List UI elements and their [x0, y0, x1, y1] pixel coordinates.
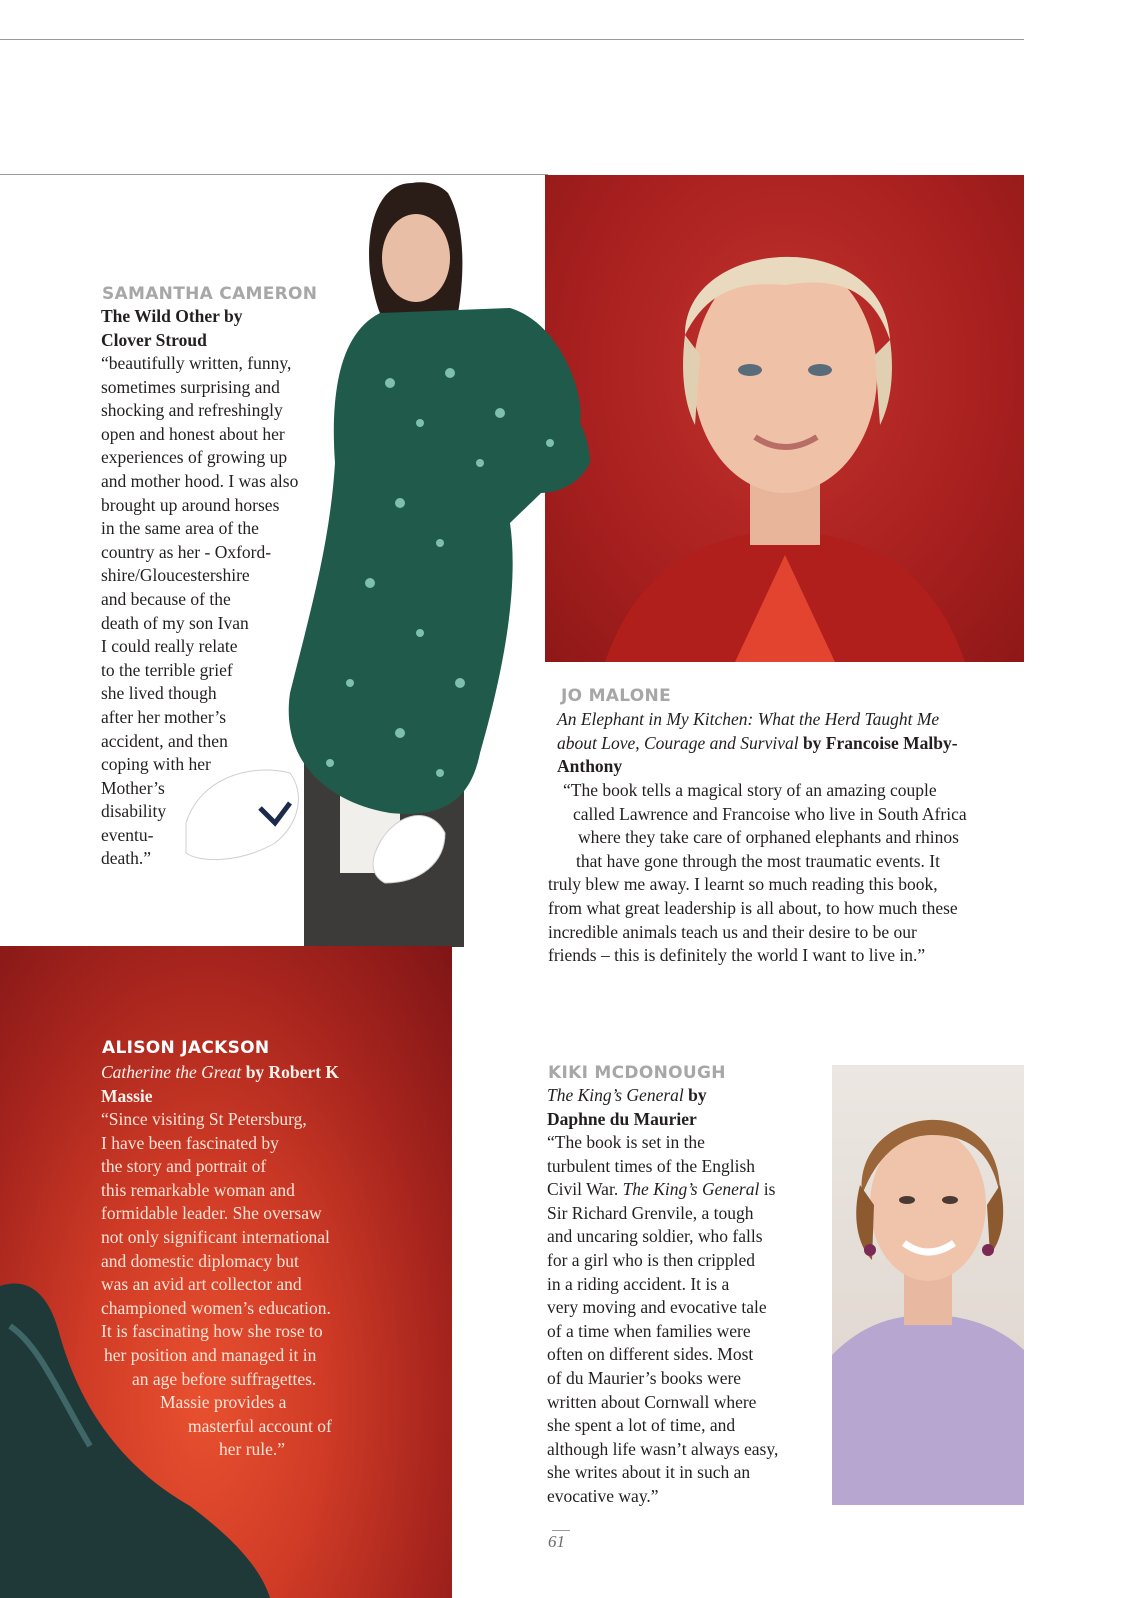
samantha-quote-line: I could really relate: [101, 636, 238, 657]
jo-malone-quote: [548, 779, 967, 968]
alison-jackson-quote-line: masterful account of: [188, 1415, 332, 1436]
samantha-quote-line: sometimes surprising and: [101, 376, 280, 397]
samantha-book-credit: [101, 305, 243, 352]
page-number: 61: [548, 1532, 565, 1551]
kiki-mcdonough-quote-line: is: [759, 1179, 776, 1200]
alison-jackson-quote: [101, 1108, 332, 1462]
kiki-mcdonough-quote-title: The King’s General: [622, 1179, 760, 1200]
jo-malone-book-credit: [557, 708, 958, 779]
jo-malone-quote-line: incredible animals teach us and their desire to be our: [548, 921, 917, 942]
alison-jackson-title: Catherine the Great: [101, 1062, 242, 1082]
samantha-quote-line: and because of the: [101, 588, 231, 609]
alison-jackson-book-credit: [101, 1061, 339, 1108]
alison-jackson-quote-line: an age before suffragettes.: [132, 1368, 317, 1389]
alison-jackson-quote-line: not only significant international: [101, 1226, 330, 1247]
page-number-rule: [552, 1530, 570, 1531]
kiki-mcdonough-name: KIKI MCDONOUGH: [548, 1063, 726, 1083]
jo-malone-quote-line: truly blew me away. I learnt so much reading this book,: [548, 874, 938, 895]
samantha-quote: [101, 352, 298, 871]
alison-jackson-quote-line: the story and portrait of: [101, 1156, 267, 1177]
alison-jackson-quote-line: her position and managed it in: [104, 1344, 317, 1365]
samantha-cameron-name: SAMANTHA CAMERON: [102, 284, 318, 304]
samantha-quote-line: in the same area of the: [101, 518, 259, 539]
samantha-quote-line: shocking and refreshingly: [101, 400, 283, 421]
jo-malone-quote-line: that have gone through the most traumatic events. It: [576, 850, 940, 871]
kiki-mcdonough-quote-line: she writes about it in such an: [547, 1462, 751, 1483]
samantha-quote-line: death.”: [101, 848, 152, 869]
kiki-mcdonough-quote: [547, 1131, 778, 1509]
jo-malone-quote-line: from what great leadership is all about, to how much these: [548, 897, 958, 918]
kiki-mcdonough-quote-line: written about Cornwall where: [547, 1391, 757, 1412]
kiki-mcdonough-quote-line: and uncaring soldier, who falls: [547, 1226, 763, 1247]
samantha-quote-line: brought up around horses: [101, 494, 280, 515]
samantha-quote-line: disability: [101, 801, 167, 822]
alison-jackson-quote-line: this remarkable woman and: [101, 1179, 295, 1200]
alison-jackson-quote-line: formidable leader. She oversaw: [101, 1203, 322, 1224]
alison-jackson-author-line: Massie: [101, 1085, 153, 1106]
kiki-mcdonough-quote-line: she spent a lot of time, and: [547, 1415, 736, 1436]
samantha-quote-line: open and honest about her: [101, 423, 285, 444]
alison-jackson-quote-line: “Since visiting St Petersburg,: [101, 1109, 307, 1129]
kiki-mcdonough-title: The King’s General: [547, 1085, 684, 1105]
samantha-quote-line: to the terrible grief: [101, 659, 233, 680]
samantha-quote-line: “beautifully written, funny,: [101, 353, 292, 373]
samantha-quote-line: coping with her: [101, 754, 211, 775]
kiki-mcdonough-photo: [832, 1065, 1024, 1505]
jo-malone-quote-line: friends – this is definitely the world I want to live in.”: [548, 945, 926, 966]
samantha-quote-line: accident, and then: [101, 730, 228, 751]
kiki-mcdonough-quote-line: of a time when families were: [547, 1320, 751, 1341]
samantha-quote-line: death of my son Ivan: [101, 612, 249, 633]
kiki-mcdonough-quote-line: of du Maurier’s books were: [547, 1367, 742, 1388]
samantha-quote-line: Mother’s: [101, 777, 165, 798]
alison-jackson-quote-line: championed women’s education.: [101, 1297, 331, 1318]
jo-malone-quote-line: where they take care of orphaned elephants and rhinos: [578, 827, 959, 848]
kiki-mcdonough-by: by: [683, 1085, 707, 1105]
jo-malone-author: by Francoise Malby-: [798, 732, 958, 753]
samantha-quote-line: experiences of growing up: [101, 447, 288, 468]
jo-malone-quote-line: called Lawrence and Francoise who live in South Africa: [573, 803, 967, 824]
jo-malone-author-line: Anthony: [557, 756, 623, 777]
alison-jackson-photo-panel: [0, 946, 452, 1598]
samantha-quote-line: and mother hood. I was also: [101, 470, 299, 491]
jo-malone-quote-line: “The book tells a magical story of an amazing couple: [563, 780, 937, 800]
alison-jackson-quote-line: It is fascinating how she rose to: [101, 1321, 323, 1342]
samantha-quote-line: country as her - Oxford-: [101, 541, 272, 562]
kiki-mcdonough-quote-line: often on different sides. Most: [547, 1344, 754, 1365]
kiki-mcdonough-quote-line: in a riding accident. It is a: [547, 1273, 730, 1294]
samantha-quote-line: she lived though: [101, 683, 217, 704]
samantha-quote-line: after her mother’s: [101, 706, 227, 727]
alison-jackson-quote-line: I have been fascinated by: [101, 1132, 279, 1153]
alison-jackson-quote-line: her rule.”: [219, 1439, 286, 1460]
kiki-mcdonough-quote-line: “The book is set in the: [547, 1132, 705, 1152]
alison-jackson-name: ALISON JACKSON: [102, 1038, 270, 1058]
alison-jackson-author: by Robert K: [241, 1062, 340, 1082]
jo-malone-name: JO MALONE: [561, 686, 671, 706]
top-rule: [0, 39, 1024, 40]
alison-jackson-quote-line: was an avid art collector and: [101, 1274, 302, 1295]
alison-jackson-quote-line: and domestic diplomacy but: [101, 1250, 299, 1271]
kiki-mcdonough-book-credit: [547, 1084, 707, 1131]
jo-malone-title-line: An Elephant in My Kitchen: What the Herd Taught Me: [557, 709, 940, 729]
jo-malone-title-line: about Love, Courage and Survival: [557, 732, 799, 753]
kiki-mcdonough-quote-line: evocative way.”: [547, 1485, 659, 1506]
kiki-mcdonough-portrait: [832, 1065, 1024, 1505]
samantha-quote-line: shire/Gloucestershire: [101, 565, 250, 586]
kiki-mcdonough-quote-line: turbulent times of the English: [547, 1155, 756, 1176]
kiki-mcdonough-quote-line: for a girl who is then crippled: [547, 1249, 756, 1270]
kiki-mcdonough-quote-line: although life wasn’t always easy,: [547, 1438, 779, 1459]
kiki-mcdonough-quote-line: Sir Richard Grenvile, a tough: [547, 1202, 754, 1223]
alison-jackson-quote-line: Massie provides a: [160, 1392, 287, 1413]
samantha-quote-line: eventu-: [101, 824, 154, 845]
kiki-mcdonough-quote-line: Civil War.: [547, 1179, 623, 1200]
kiki-mcdonough-quote-line: very moving and evocative tale: [547, 1297, 767, 1318]
kiki-mcdonough-author: Daphne du Maurier: [547, 1108, 697, 1129]
samantha-book-line: The Wild Other by: [101, 306, 243, 326]
samantha-book-line: Clover Stroud: [101, 329, 207, 350]
